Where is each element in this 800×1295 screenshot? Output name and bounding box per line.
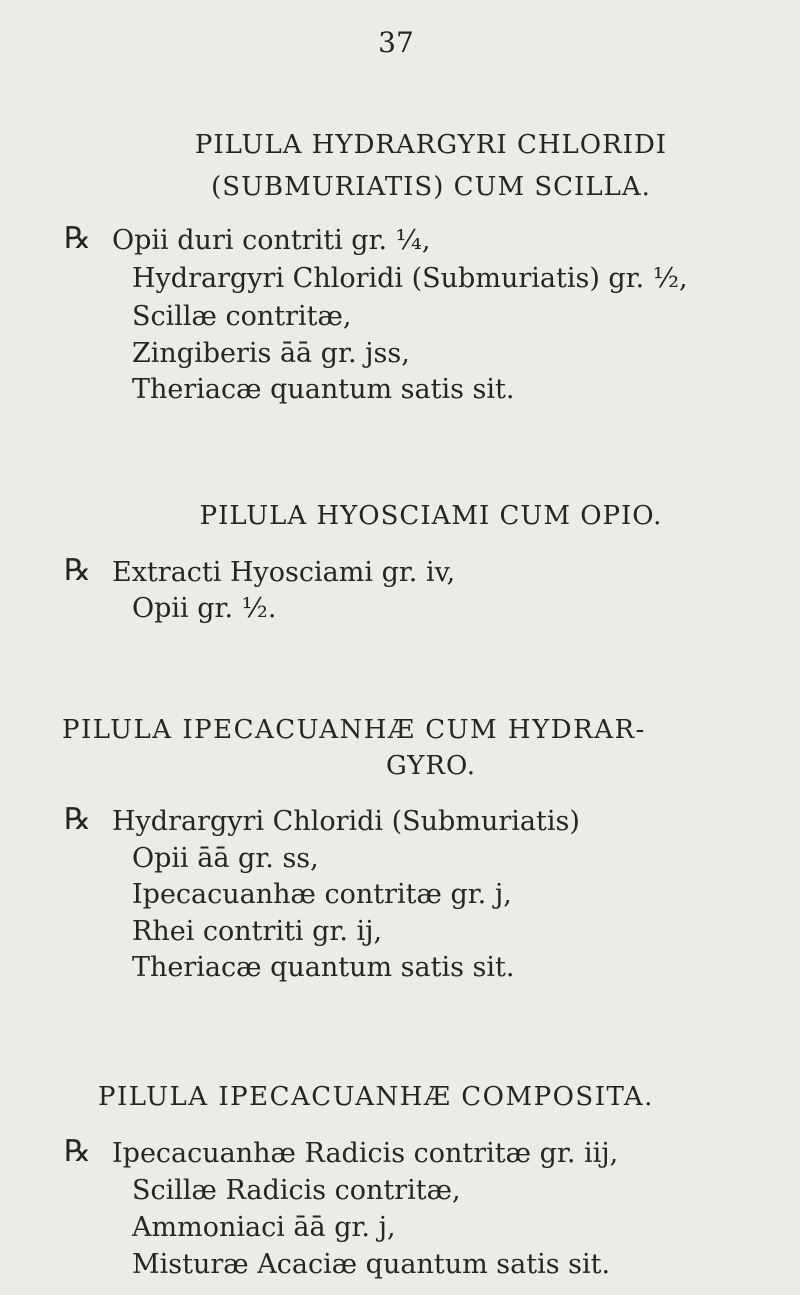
ingredient-line: Theriacæ quantum satis sit.	[132, 374, 515, 405]
ingredient-line: Hydrargyri Chloridi (Submuriatis)	[112, 806, 580, 837]
ingredient-line: Ipecacuanhæ Radicis contritæ gr. iij,	[112, 1138, 619, 1169]
recipe-symbol: ℞	[64, 221, 91, 256]
recipe-symbol: ℞	[64, 802, 91, 837]
ingredient-line: Hydrargyri Chloridi (Submuriatis) gr. ½,	[132, 263, 688, 294]
ingredient-line: Opii āā gr. ss,	[132, 843, 319, 874]
ingredient-line: Scillæ Radicis contritæ,	[132, 1175, 461, 1206]
page-number: 37	[378, 26, 414, 59]
ingredient-line: Misturæ Acaciæ quantum satis sit.	[132, 1249, 611, 1280]
ingredient-line: Zingiberis āā gr. jss,	[132, 338, 410, 369]
section-title-line: PILULA IPECACUANHÆ CUM HYDRAR-	[62, 715, 646, 745]
recipe-symbol: ℞	[64, 553, 91, 588]
ingredient-line: Rhei contriti gr. ij,	[132, 916, 383, 947]
section-title-line: PILULA HYOSCIAMI CUM OPIO.	[199, 501, 663, 531]
ingredient-line: Theriacæ quantum satis sit.	[132, 952, 515, 983]
section-title-line: PILULA IPECACUANHÆ COMPOSITA.	[98, 1082, 654, 1112]
section-title-line: GYRO.	[385, 751, 477, 781]
recipe-symbol: ℞	[64, 1134, 91, 1169]
ingredient-line: Ammoniaci āā gr. j,	[132, 1212, 396, 1243]
ingredient-line: Ipecacuanhæ contritæ gr. j,	[132, 879, 512, 910]
section-title-line: PILULA HYDRARGYRI CHLORIDI	[194, 130, 668, 160]
ingredient-line: Scillæ contritæ,	[132, 301, 352, 332]
ingredient-line: Opii gr. ½.	[132, 593, 277, 624]
section-title-line: (SUBMURIATIS) CUM SCILLA.	[211, 172, 651, 202]
ingredient-line: Extracti Hyosciami gr. iv,	[112, 557, 456, 588]
ingredient-line: Opii duri contriti gr. ¼,	[112, 225, 431, 256]
